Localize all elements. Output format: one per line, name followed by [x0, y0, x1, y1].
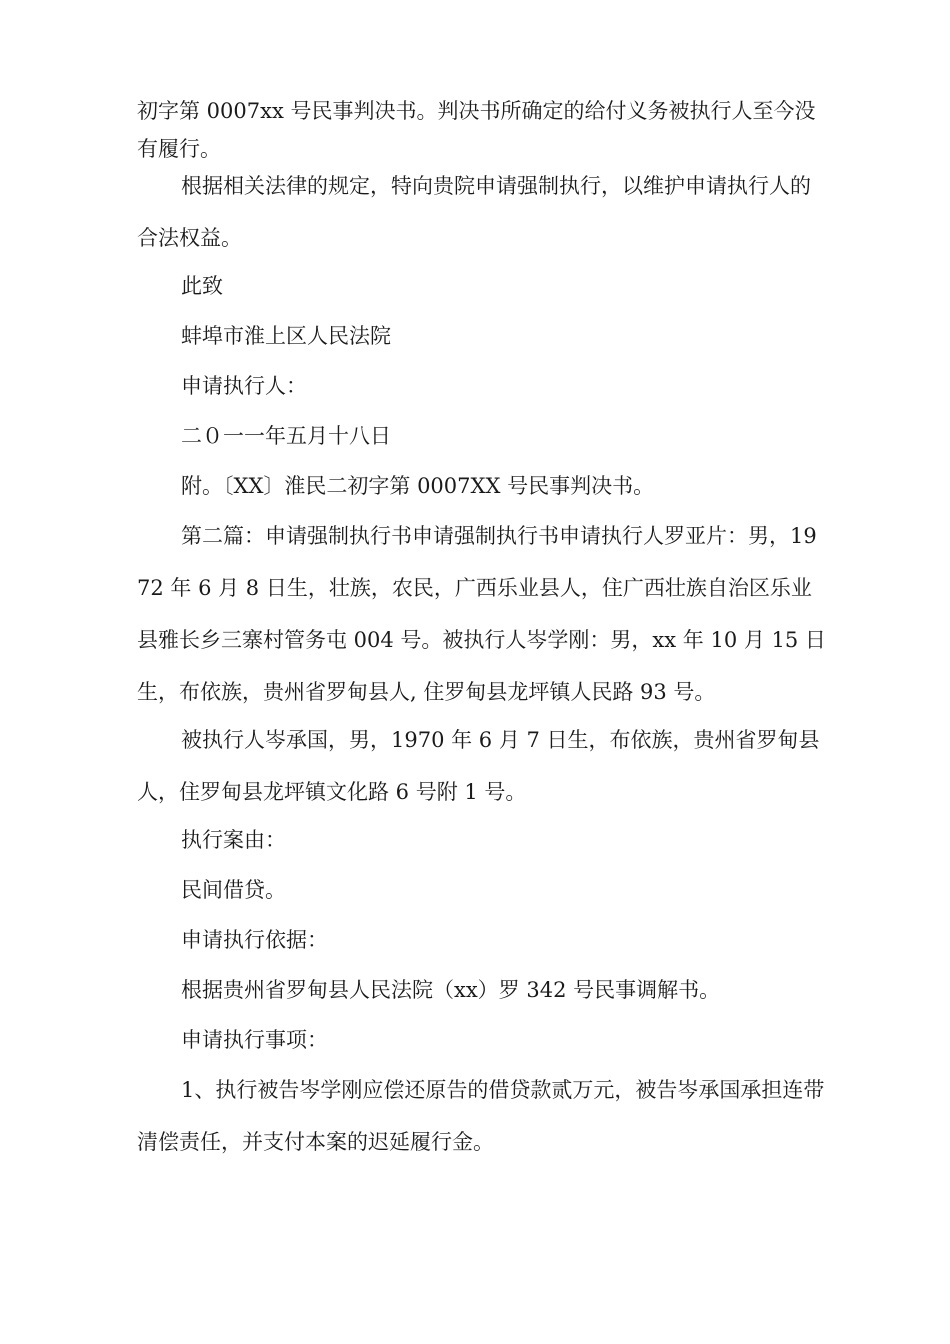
applicant-label: 申请执行人： [181, 374, 307, 398]
section-label: 申请执行事项： [181, 1028, 328, 1052]
salutation-block [137, 260, 827, 312]
applicant-block [137, 360, 827, 412]
court-name-block [137, 310, 827, 362]
court-name: 蚌埠市淮上区人民法院 [181, 324, 391, 348]
paragraph: 第二篇：申请强制执行书申请强制执行书申请执行人罗亚片：男，1972 年 6 月 8 日生，壮族，农民，广西乐业县人，住广西壮族自治区乐业县雅长乡三寨村管务屯 004 号。被执行人岑学刚：男，xx 年 10 月 15 日生，布依族，贵州省罗甸县人, 住罗甸县龙坪镇人民路 93 号。 [137, 524, 826, 704]
paragraph-continuation [137, 92, 827, 168]
case-cause-block [137, 864, 827, 916]
paragraph: 根据相关法律的规定，特向贵院申请强制执行，以维护申请执行人的合法权益。 [137, 174, 811, 250]
matter-item-block [137, 1064, 827, 1168]
paragraph: 根据贵州省罗甸县人民法院（xx）罗 342 号民事调解书。 [181, 978, 721, 1002]
basis-label-block [137, 914, 827, 966]
attachment-block [137, 460, 827, 512]
salutation: 此致 [181, 274, 223, 298]
case-cause-label-block [137, 814, 827, 866]
attachment: 附。〔XX〕淮民二初字第 0007XX 号民事判决书。 [181, 474, 655, 498]
date: 二０一一年五月十八日 [181, 424, 391, 448]
date-block [137, 410, 827, 462]
section-label: 申请执行依据： [181, 928, 328, 952]
paragraph: 民间借贷。 [181, 878, 286, 902]
paragraph: 初字第 0007xx 号民事判决书。判决书所确定的给付义务被执行人至今没有履行。 [137, 99, 816, 161]
respondent-block [137, 714, 827, 818]
basis-block [137, 964, 827, 1016]
matters-label-block [137, 1014, 827, 1066]
section-label: 执行案由： [181, 828, 286, 852]
list-item: 1、执行被告岑学刚应偿还原告的借贷款贰万元，被告岑承国承担连带清偿责任，并支付本案的迟延履行金。 [137, 1078, 825, 1154]
paragraph-block [137, 160, 827, 264]
second-article-block [137, 510, 827, 718]
paragraph: 被执行人岑承国，男，1970 年 6 月 7 日生，布依族，贵州省罗甸县人，住罗甸县龙坪镇文化路 6 号附 1 号。 [137, 728, 820, 804]
